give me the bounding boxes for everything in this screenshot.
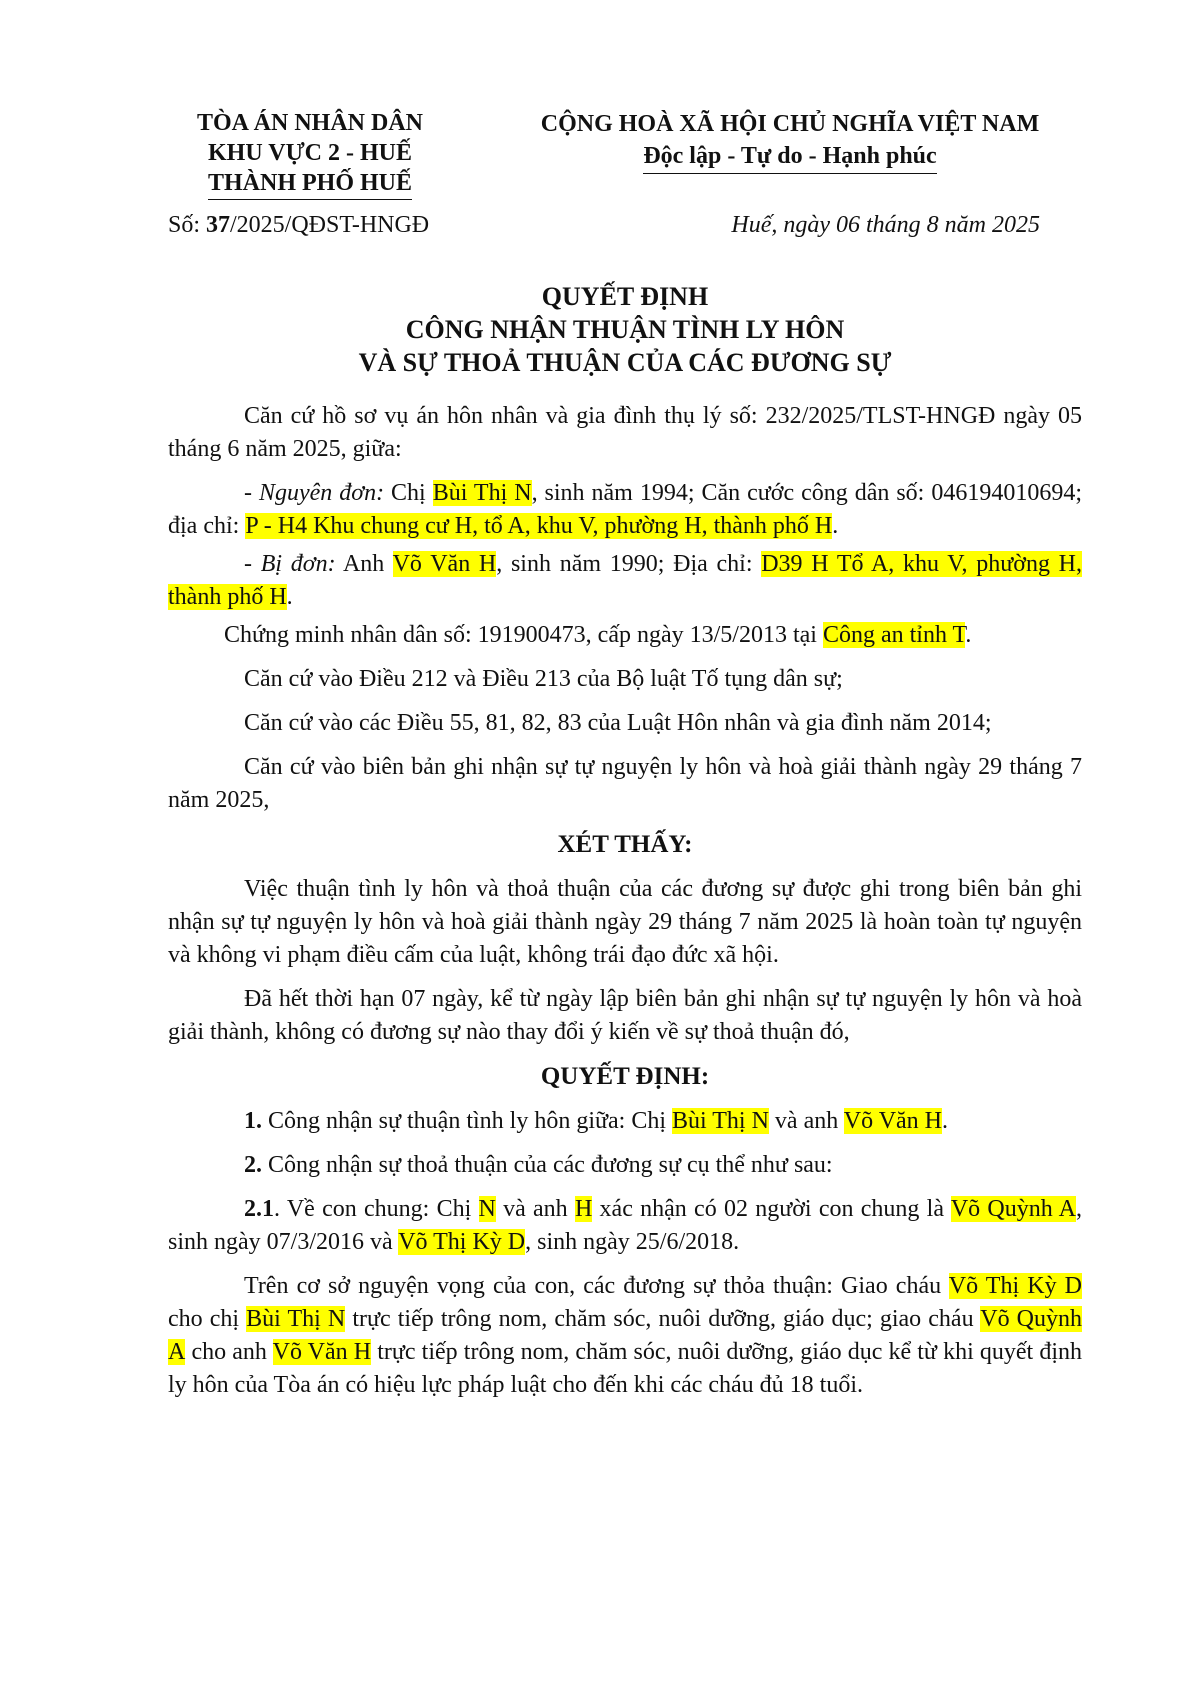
document-date: Huế, ngày 06 tháng 8 năm 2025 xyxy=(731,212,1040,238)
findings-heading: XÉT THẤY: xyxy=(557,831,693,858)
legal-basis-1: Căn cứ vào Điều 212 và Điều 213 của Bộ luật Tố tụng dân sự; xyxy=(244,666,843,692)
national-motto: Độc lập - Tự do - Hạnh phúc xyxy=(643,140,936,174)
defendant-address: D39 H Tổ A, khu V, phường H, thành phố H xyxy=(168,551,1082,610)
court-name-line2: KHU VỰC 2 - HUẾ xyxy=(208,140,412,166)
id-card-paragraph: Chứng minh nhân dân số: 191900473, cấp ngày 13/5/2013 tại Công an tỉnh T. xyxy=(224,622,972,648)
child-2-name: Võ Thị Kỳ D xyxy=(398,1229,526,1255)
legal-basis-3: Căn cứ vào biên bản ghi nhận sự tự nguyện ly hôn và hoà giải thành ngày 29 tháng 7 năm 2025, xyxy=(168,754,1082,813)
national-header xyxy=(500,108,1080,174)
plaintiff-address: P - H4 Khu chung cư H, tổ A, khu V, phường H, thành phố H xyxy=(245,513,833,539)
intro-paragraph: Căn cứ hồ sơ vụ án hôn nhân và gia đình thụ lý số: 232/2025/TLST-HNGĐ ngày 05 tháng 6 năm 2025, giữa: xyxy=(168,403,1082,462)
document-title xyxy=(160,280,1090,379)
findings-paragraph-1: Việc thuận tình ly hôn và thoả thuận của các đương sự được ghi trong biên bản ghi nhận sự tự nguyện ly hôn và hoà giải thành ngày 29 tháng 7 năm 2025 là hoàn toàn tự nguyện và không vi phạm điều cấm của luật, không trái đạo đức xã hội. xyxy=(168,876,1082,968)
title-line3: VÀ SỰ THOẢ THUẬN CỦA CÁC ĐƯƠNG SỰ xyxy=(358,348,892,377)
plaintiff-paragraph: - Nguyên đơn: Chị Bùi Thị N, sinh năm 1994; Căn cước công dân số: 046194010694; địa chỉ: P - H4 Khu chung cư H, tổ A, khu V, phường H, thành phố H. xyxy=(168,480,1082,539)
defendant-paragraph: - Bị đơn: Anh Võ Văn H, sinh năm 1990; Địa chỉ: D39 H Tổ A, khu V, phường H, thành phố H. xyxy=(168,551,1082,610)
plaintiff-name: Bùi Thị N xyxy=(432,480,532,506)
findings-paragraph-2: Đã hết thời hạn 07 ngày, kể từ ngày lập biên bản ghi nhận sự tự nguyện ly hôn và hoà giải thành, không có đương sự nào thay đổi ý kiến về sự thoả thuận đó, xyxy=(168,986,1082,1045)
custody-paragraph: Trên cơ sở nguyện vọng của con, các đương sự thỏa thuận: Giao cháu Võ Thị Kỳ D cho chị Bùi Thị N trực tiếp trông nom, chăm sóc, nuôi dưỡng, giáo dục; giao cháu Võ Quỳnh A cho anh Võ Văn H trực tiếp trông nom, chăm sóc, nuôi dưỡng, giáo dục kể từ khi quyết định ly hôn của Tòa án có hiệu lực pháp luật cho đến khi các cháu đủ 18 tuổi. xyxy=(168,1273,1083,1398)
title-line2: CÔNG NHẬN THUẬN TÌNH LY HÔN xyxy=(405,315,845,344)
decision-item-1-name2: Võ Văn H xyxy=(843,1108,943,1134)
document-body xyxy=(168,400,1082,1413)
id-card-issuer: Công an tỉnh T xyxy=(822,622,966,648)
document-number-value: 37 xyxy=(206,212,231,238)
court-header xyxy=(160,108,460,200)
document-number: Số: 37/2025/QĐST-HNGĐ xyxy=(168,212,430,238)
decision-heading: QUYẾT ĐỊNH: xyxy=(540,1063,710,1090)
legal-basis-2: Căn cứ vào các Điều 55, 81, 82, 83 của Luật Hôn nhân và gia đình năm 2014; xyxy=(244,710,992,736)
title-line1: QUYẾT ĐỊNH xyxy=(541,282,709,311)
decision-item-1: 1. Công nhận sự thuận tình ly hôn giữa: Chị Bùi Thị N và anh Võ Văn H. xyxy=(244,1108,949,1134)
national-title: CỘNG HOÀ XÃ HỘI CHỦ NGHĨA VIỆT NAM xyxy=(540,111,1040,137)
plaintiff-role: Nguyên đơn: xyxy=(258,480,385,506)
defendant-name: Võ Văn H xyxy=(392,551,497,577)
child-1-name: Võ Quỳnh A xyxy=(950,1196,1077,1222)
decision-item-2-1: 2.1. Về con chung: Chị N và anh H xác nhận có 02 người con chung là Võ Quỳnh A, sinh ngày 07/3/2016 và Võ Thị Kỳ D, sinh ngày 25/6/2018. xyxy=(168,1196,1083,1255)
court-name-line1: TÒA ÁN NHÂN DÂN xyxy=(196,110,423,136)
defendant-role: Bị đơn: xyxy=(260,551,336,577)
court-name-line3: THÀNH PHỐ HUẾ xyxy=(208,168,412,200)
decision-item-1-name1: Bùi Thị N xyxy=(672,1108,769,1134)
decision-item-2: 2. Công nhận sự thoả thuận của các đương sự cụ thể như sau: xyxy=(244,1152,833,1178)
